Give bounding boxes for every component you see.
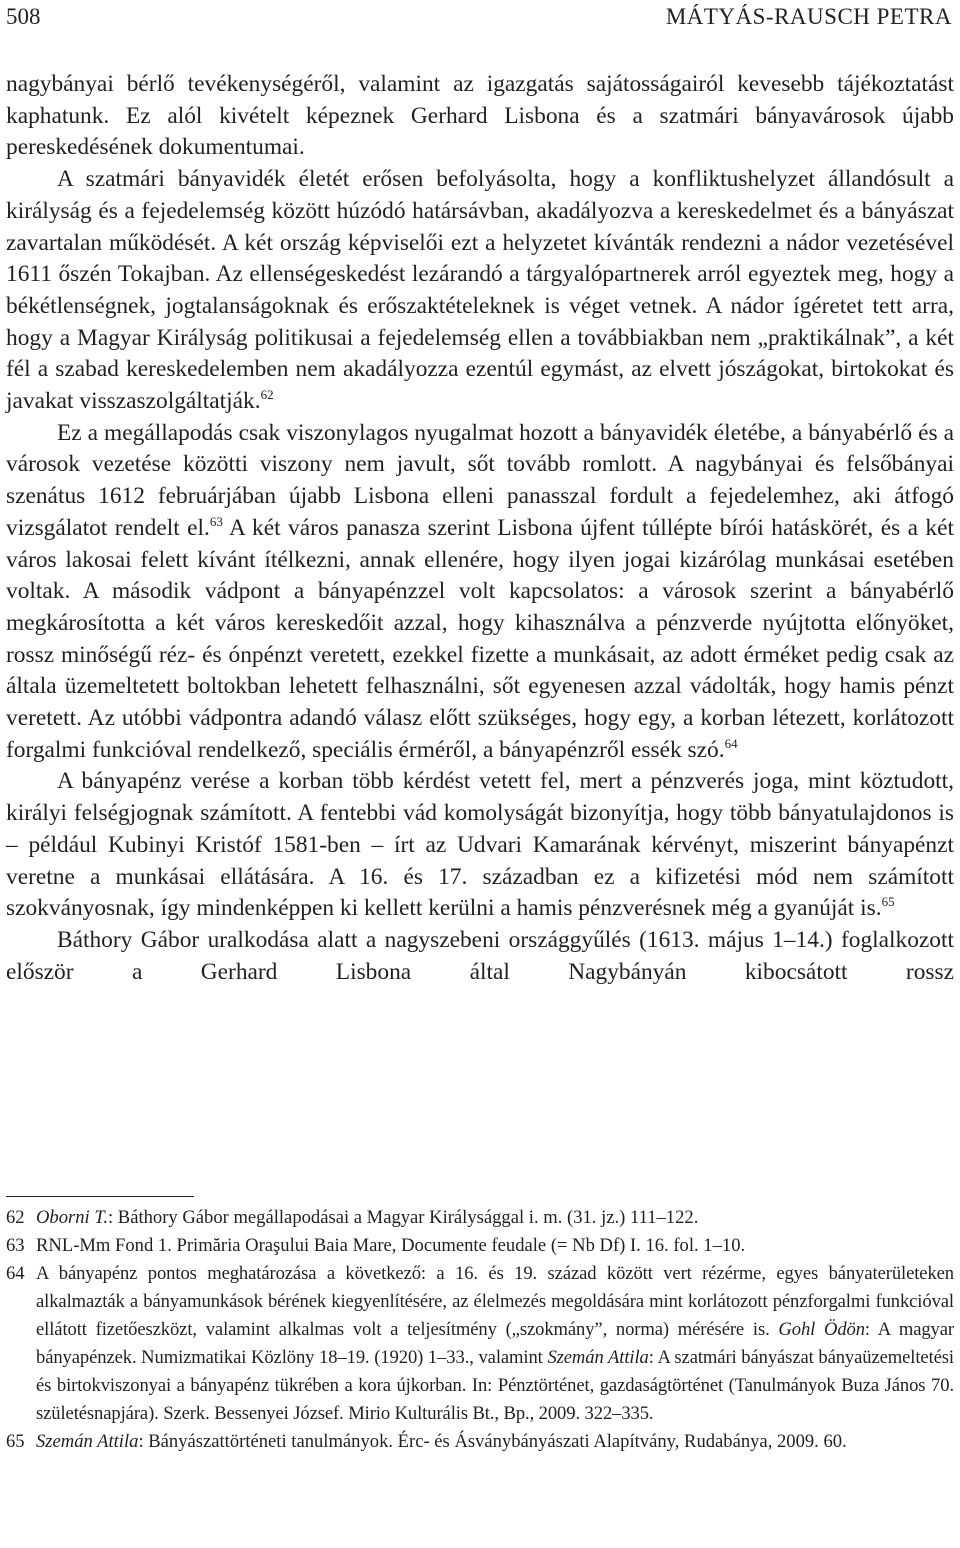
paragraph-1 (6, 69, 954, 164)
footnote-text (36, 1428, 954, 1456)
paragraph-1-text: nagybányai bérlő tevékenységéről, valamint az igazgatás sajátosságairól kevesebb tájékoztatást kaphatunk. Ez alól kivételt képeznek Gerhard Lisbona és a szatmári bányavárosok újabb pereskedésének dokumentumai. (6, 71, 954, 161)
footnote-body: : Báthory Gábor megállapodásai a Magyar Királysággal i. m. (31. jz.) 111–122. (107, 1207, 699, 1228)
footnote-62 (6, 1204, 954, 1232)
footnote-author: Oborni T. (36, 1207, 108, 1228)
paragraph-4-text: A bányapénz verése a korban több kérdést vetett fel, mert a pénzverés joga, mint köztudott, királyi felségjognak számított. A fentebbi vád komolyságát bizonyítja, hogy több bányatulajdonos is – például Kubinyi Kristóf 1581-ben – írt az Udvari Kamarának kérvényt, miszerint bányapénzt veretne a munkásai ellátására. A 16. és 17. században ez a kifizetési mód nem számított szokványosnak, így mindenképpen ki kellett kerülni a hamis pénzverésnek még a gyanúját is. (6, 768, 954, 922)
footnote-text (36, 1204, 954, 1232)
footnote-number: 64 (6, 1263, 25, 1284)
footnote-text: RNL-Mm Fond 1. Primăria Oraşului Baia Mare, Documente feudale (= Nb Df) I. 16. fol. 1–10. (36, 1235, 746, 1256)
footnote-ref-64[interactable]: 64 (724, 735, 738, 751)
paragraph-2-text: A szatmári bányavidék életét erősen befolyásolta, hogy a konfliktushelyzet állandósult a királyság és a fejedelemség között húzódó határsávban, akadályozva a kereskedelmet és a bányászat zavartalan működését. A két ország képviselői ezt a helyzetet kívánták rendezni a nádor vezetésével 1611 őszén Tokajban. Az ellenségeskedést lezárandó a tárgyalópartnerek arról egyeztek meg, hogy a békétlenségnek, jogtalanságoknak és erőszaktételeknek is véget vetnek. A nádor ígéretet tett arra, hogy a Magyar Királyság politikusai a fejedelemség ellen a továbbiakban nem „praktikálnak”, a két fél a szabad kereskedelemben nem akadályozza ezentúl egymást, az elvett jószágokat, birtokokat és javakat visszaszolgáltatják. (6, 166, 954, 415)
paragraph-5-text: Báthory Gábor uralkodása alatt a nagyszebeni országgyűlés (1613. május 1–14.) foglalkozott először a Gerhard Lisbona által Nagybányán kibocsátott rossz (6, 926, 954, 985)
footnote-author: Szemán Attila (547, 1347, 649, 1368)
footnote-number: 63 (6, 1235, 25, 1256)
footnote-ref-65[interactable]: 65 (881, 894, 895, 910)
footnote-author: Szemán Attila (36, 1431, 139, 1452)
paragraph-3a-text: Ez a megállapodás csak viszonylagos nyugalmat hozott a bányavidék életébe, a bányabérlő és a városok vezetése közötti viszony nem javult, sőt tovább romlott. A nagybányai és felsőbányai szenátus 1612 februárjában újabb Lisbona elleni panasszal fordult a fejedelemhez, aki átfogó vizsgálatot rendelt el. (6, 419, 954, 541)
footnote-text (36, 1260, 954, 1428)
footnote-ref-63[interactable]: 63 (209, 513, 223, 529)
page-header (6, 4, 952, 34)
footnote-number: 62 (6, 1207, 25, 1228)
footnote-number: 65 (6, 1431, 25, 1452)
footnotes (6, 1204, 954, 1456)
footnote-body: : A szatmári bányászat bányaüzemeltetési és birtokviszonyai a bányapénz tükrében a kora újkorban. In: Pénztörténet, gazdaságtörténet (Tanulmányok Buza János 70. születésnapjára). Szerk. Bessenyei József. Mirio Kulturális Bt., Bp., 2009. 322–335. (36, 1347, 954, 1424)
footnote-author: Gohl Ödön (778, 1319, 865, 1340)
footnote-body: : Bányászattörténeti tanulmányok. Érc- és Ásványbányászati Alapítvány, Rudabánya, 2009. 60. (138, 1431, 847, 1452)
paragraph-2 (6, 164, 954, 418)
footnote-63 (6, 1232, 954, 1260)
main-text (6, 69, 954, 988)
footnote-64 (6, 1260, 954, 1428)
paragraph-3b-text: A két város panasza szerint Lisbona újfent túllépte bírói hatáskörét, és a két város lakosai felett kívánt ítélkezni, annak ellenére, hogy ilyen jogai kizárólag munkásai esetében voltak. A második vádpont a bányapénzzel volt kapcsolatos: a városok szerint a bányabérlő megkárosította a két város kereskedőit azzal, hogy kihasználva a pénzverde nyújtotta előnyöket, rossz minőségű réz- és ónpénzt veretett, ezekkel fizette a munkásait, az adott érméket pedig csak az általa üzemeltetett boltokban lehetett felhasználni, sőt egyenesen azzal vádolták, hogy hamis pénzt veretett. Az utóbbi vádpontra adandó válasz előtt szükséges, hogy egy, a korban létezett, korlátozott forgalmi funkcióval rendelkező, speciális érméről, a bányapénzről essék szó. (6, 514, 954, 763)
running-author: MÁTYÁS-RAUSCH PETRA (665, 4, 952, 29)
footnote-body: A bányapénz pontos meghatározása a következő: a 16. és 19. század között vert rézérme, egyes bányaterületeken alkalmazták a bányamunkások bérének kiegyenlítésére, az élelmezés megoldására mint korlátozott pénzforgalmi funkcióval ellátott fizetőeszközt, valamint alkalmas volt a teljesítmény („szokmány”, norma) mérésére is. (36, 1263, 954, 1340)
footnote-65 (6, 1428, 954, 1456)
footnote-separator (6, 1196, 194, 1197)
page-number: 508 (6, 4, 41, 29)
footnote-body: : A magyar bányapénzek. Numizmatikai Közlöny 18–19. (1920) 1–33., valamint (36, 1319, 954, 1368)
paragraph-5 (6, 925, 954, 988)
paragraph-3 (6, 418, 954, 767)
paragraph-4 (6, 766, 954, 925)
footnote-ref-62[interactable]: 62 (260, 387, 274, 403)
